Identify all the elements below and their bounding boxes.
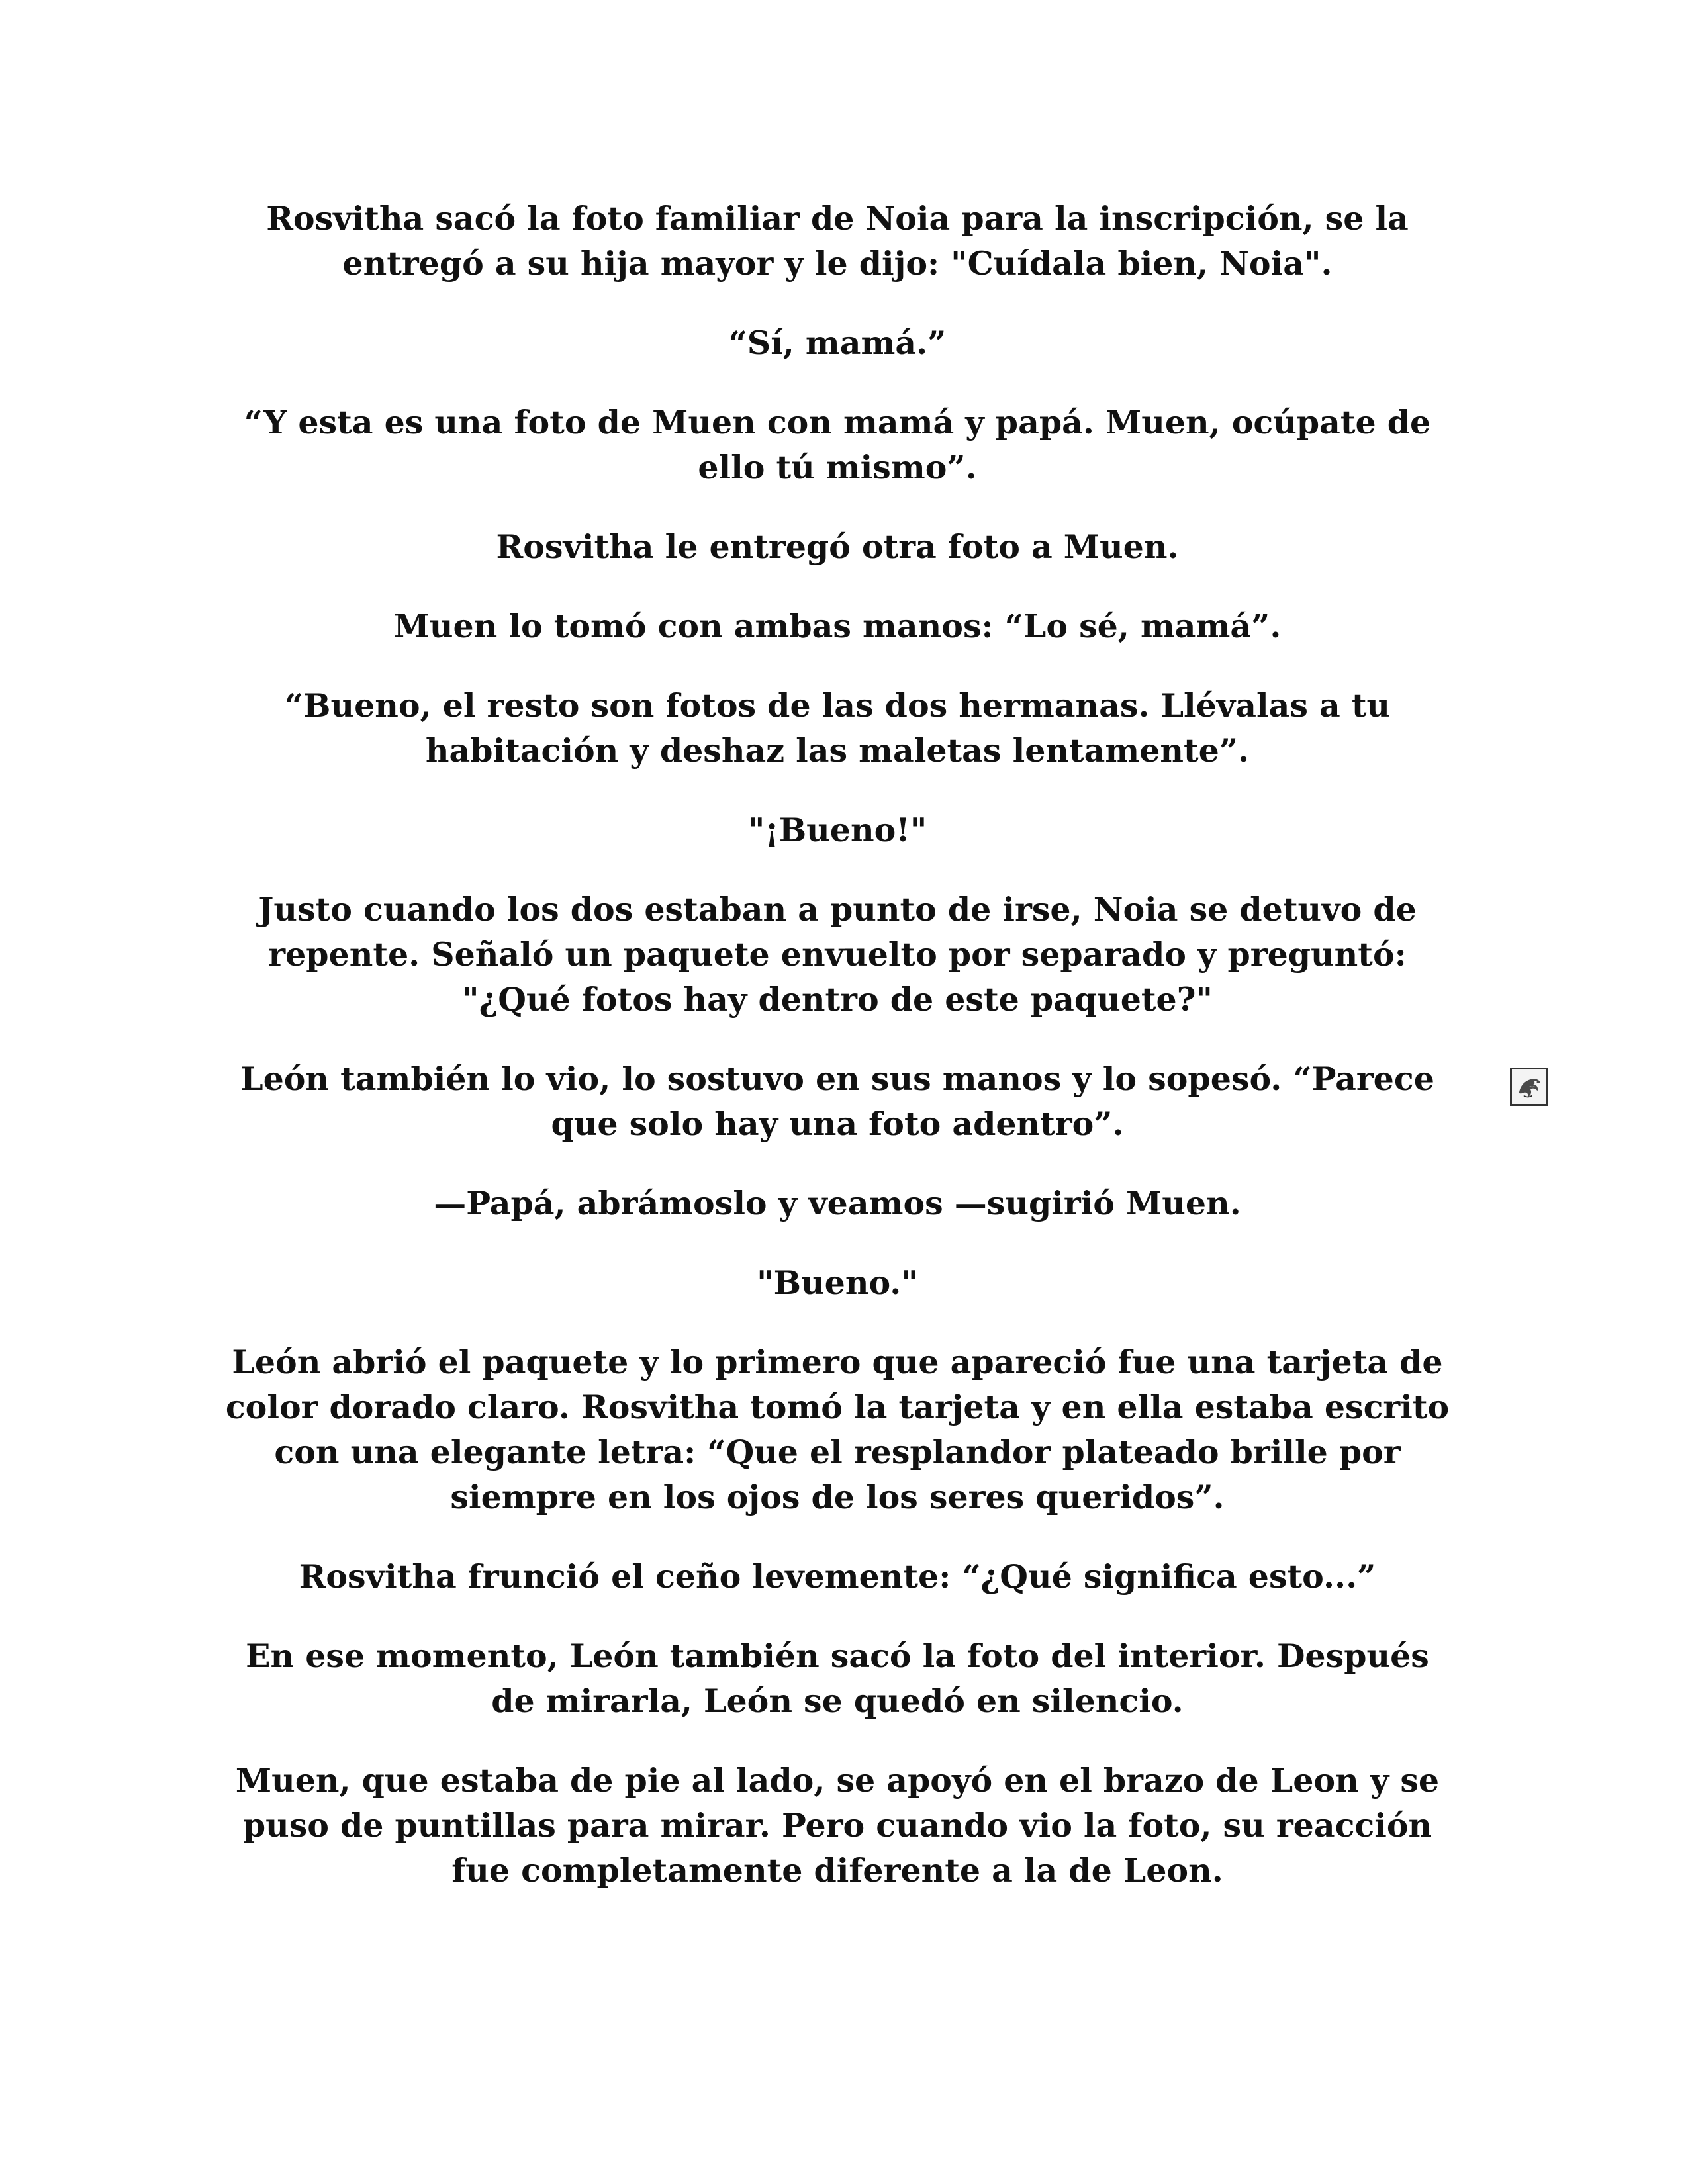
paragraph-8: Justo cuando los dos estaban a punto de irse, Noia se detuvo de repente. Señaló un paquete envuelto por separado y preguntó: "¿Qué fotos hay dentro de este paquete?": [258, 890, 1417, 1019]
paragraph-3: “Y esta es una foto de Muen con mamá y papá. Muen, ocúpate de ello tú mismo”.: [244, 403, 1431, 486]
paragraph-9: León también lo vio, lo sostuvo en sus manos y lo sopesó. “Parece que solo hay una foto adentro”.: [240, 1060, 1434, 1143]
paragraph-15: Muen, que estaba de pie al lado, se apoyó en el brazo de Leon y se puso de puntillas para mirar. Pero cuando vio la foto, su reacción fue completamente diferente a la de Leon.: [235, 1761, 1440, 1889]
paragraph-10: —Papá, abrámoslo y veamos —sugirió Muen.: [434, 1184, 1241, 1222]
paragraph-5: Muen lo tomó con ambas manos: “Lo sé, mamá”.: [393, 607, 1282, 645]
paragraph-12: León abrió el paquete y lo primero que apareció fue una tarjeta de color dorado claro. Rosvitha tomó la tarjeta y en ella estaba escrito con una elegante letra: “Que el resplandor plateado brille por siempre en los ojos de los seres queridos”.: [225, 1343, 1450, 1516]
paragraph-6: “Bueno, el resto son fotos de las dos hermanas. Llévalas a tu habitación y deshaz las maletas lentamente”.: [284, 686, 1391, 770]
paragraph-2: “Sí, mamá.”: [728, 324, 947, 362]
paragraph-7: "¡Bueno!": [747, 811, 927, 849]
document-body: [225, 196, 1450, 1927]
paragraph-14: En ese momento, León también sacó la foto del interior. Después de mirarla, León se quedó en silencio.: [246, 1637, 1429, 1720]
paragraph-11: "Bueno.": [757, 1263, 918, 1302]
paragraph-1: Rosvitha sacó la foto familiar de Noia para la inscripción, se la entregó a su hija mayor y le dijo: "Cuídala bien, Noia".: [266, 199, 1409, 283]
paragraph-13: Rosvitha frunció el ceño levemente: “¿Qué significa esto...”: [299, 1557, 1376, 1596]
paragraph-4: Rosvitha le entregó otra foto a Muen.: [496, 527, 1179, 566]
dragon-emblem-icon: [1510, 1068, 1548, 1106]
